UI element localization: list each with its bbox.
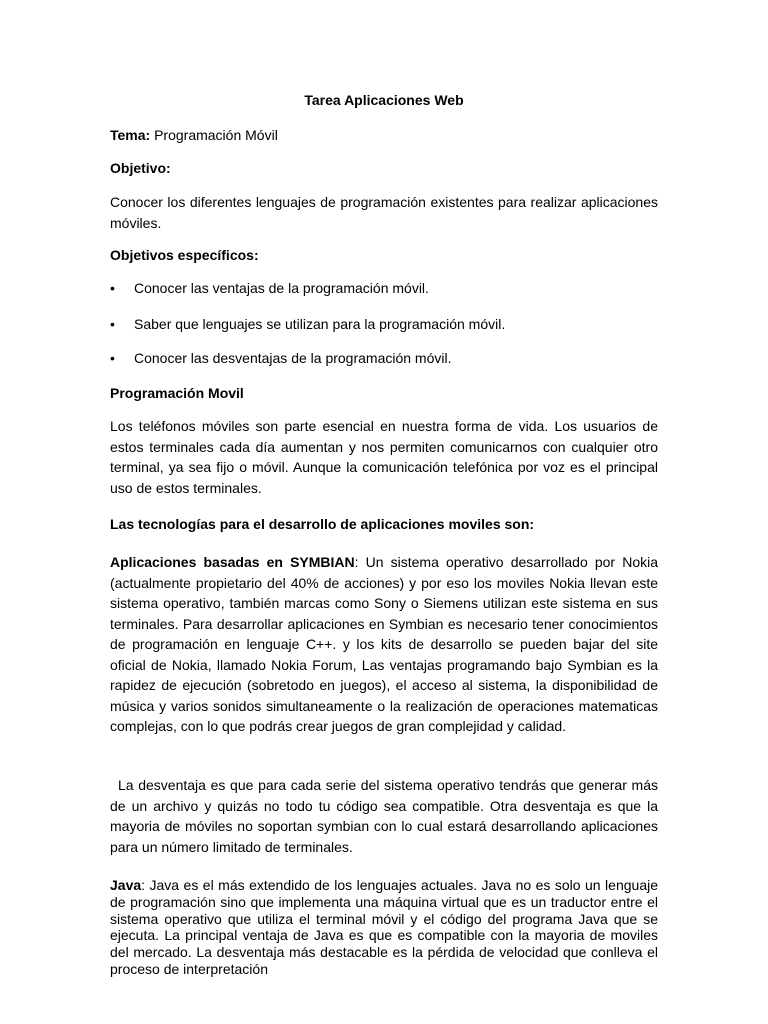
java-text: : Java es el más extendido de los lenguajes actuales. Java no es solo un lenguaje de programación sino que implementa una máquina virtual que es un traductor entre el sistema operativo que utiliza el terminal móvil y el código del programa Java que se ejecuta. La principal ventaja de Java es que es compatible con la mayoria de moviles del mercado. La desventaja más destacable es la pérdida de velocidad que conlleva el proceso de interpretación [110, 877, 658, 977]
symbian-label: Aplicaciones basadas en SYMBIAN [110, 554, 355, 570]
objetivo-text: Conocer los diferentes lenguajes de programación existentes para realizar aplicaciones móviles. [110, 194, 658, 231]
tema-line [110, 125, 658, 146]
tema-value: Programación Móvil [150, 127, 278, 143]
tema-label: Tema: [110, 127, 151, 143]
symbian-text: : Un sistema operativo desarrollado por Nokia (actualmente propietario del 40% de acciones) y por eso los moviles Nokia llevan este sistema operativo, también marcas como Sony o Siemens utilizan este sistema en sus terminales. Para desarrollar aplicaciones en Symbian es necesario tener conocimientos de programación en lenguaje C++. y los kits de desarrollo se pueden bajar del site oficial de Nokia, llamado Nokia Forum, Las ventajas programando bajo Symbian es la rapidez de ejecución (sobretodo en juegos), el acceso al sistema, la disponibilidad de música y varios sonidos simultaneamente o la realización de operaciones matematicas complejas, con lo que podrás crear juegos de gran complejidad y calidad. [110, 554, 659, 734]
objetivos-especificos-heading: Objetivos específicos: [110, 247, 259, 263]
list-item-text: Conocer las desventajas de la programación móvil. [134, 350, 452, 366]
programacion-movil-heading: Programación Movil [110, 385, 244, 401]
java-paragraph [110, 877, 658, 978]
bullet-icon: • [110, 316, 115, 332]
tecnologias-heading: Las tecnologías para el desarrollo de aplicaciones moviles son: [110, 516, 535, 532]
list-item-text: Saber que lenguajes se utilizan para la programación móvil. [134, 316, 506, 332]
java-label: Java [110, 877, 142, 893]
document-title: Tarea Aplicaciones Web [304, 92, 464, 108]
bullet-icon: • [110, 280, 115, 296]
list-item-text: Conocer las ventajas de la programación móvil. [134, 280, 429, 296]
desventaja-paragraph: La desventaja es que para cada serie del sistema operativo tendrás que generar más de un archivo y quizás no todo tu código sea compatible. Otra desventaja es que la mayoria de móviles no soportan symbian con lo cual estará desarrollando aplicaciones para un número limitado de terminales. [110, 777, 658, 855]
programacion-movil-text: Los teléfonos móviles son parte esencial en nuestra forma de vida. Los usuarios de estos terminales cada día aumentan y nos permiten comunicarnos con cualquier otro terminal, ya sea fijo o móvil. Aunque la comunicación telefónica por voz es el principal uso de estos terminales. [110, 418, 658, 496]
objetivo-heading: Objetivo: [110, 160, 171, 176]
symbian-paragraph [110, 552, 658, 737]
bullet-icon: • [110, 350, 115, 366]
